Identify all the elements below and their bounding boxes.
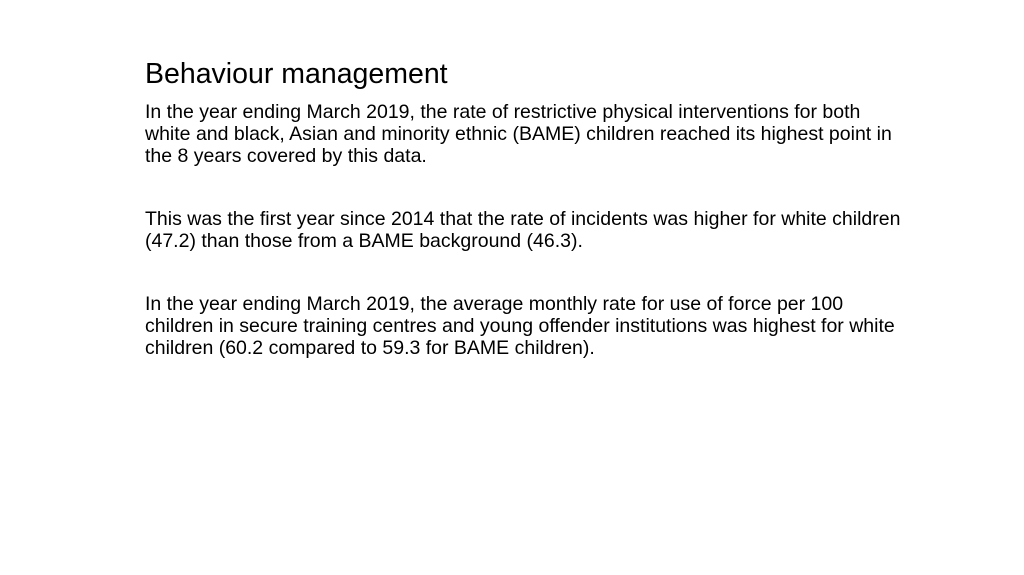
paragraph-use-of-force: In the year ending March 2019, the average monthly rate for use of force per 100 children in secure training centres and young offender institutions was highest for white children (60.2 compared to 59.3 for BAME children). (145, 293, 895, 359)
slide-title: Behaviour management (145, 58, 448, 90)
paragraph-restrictive-interventions: In the year ending March 2019, the rate of restrictive physical interventions for both white and black, Asian and minority ethnic (BAME) children reached its highest point in the 8 years covered by this data. (145, 101, 892, 167)
paragraph-incident-rate-comparison: This was the first year since 2014 that the rate of incidents was higher for white children (47.2) than those from a BAME background (46.3). (145, 208, 901, 252)
